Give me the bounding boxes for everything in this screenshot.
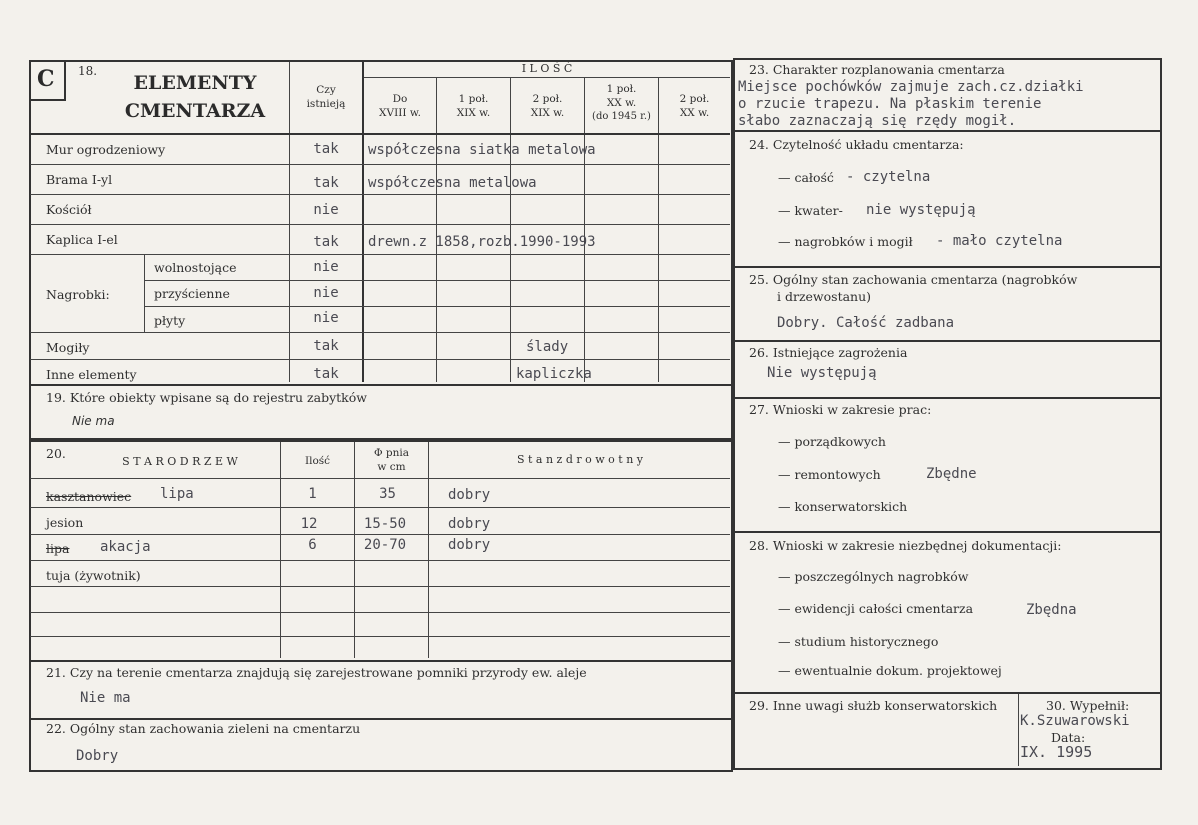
col-header-xix2-2: XIX w. [530, 107, 565, 119]
note-inne: kapliczka [516, 366, 592, 382]
section-28-label: 28. Wnioski w zakresie niezbędnej dokumentacji: [749, 538, 1062, 553]
section-24-item3-value: - mało czytelna [936, 233, 1063, 249]
section-27-item1: — porządkowych [778, 434, 886, 449]
tree-diameter-1: 35 [379, 486, 396, 502]
section-title-line2: CMENTARZA [124, 100, 266, 122]
tree-printed-2: jesion [46, 515, 84, 530]
section-22-label: 22. Ogólny stan zachowania zieleni na cmentarzu [46, 721, 361, 736]
tree-count-3: 6 [308, 537, 317, 553]
col-header-xx2-2: XX w. [679, 107, 710, 119]
section-title-line1: ELEMENTY [133, 72, 257, 94]
exists-brama: tak [313, 175, 339, 191]
section-27-item3: — konserwatorskich [778, 499, 908, 514]
exists-kaplica: tak [313, 234, 339, 250]
exists-inne: tak [313, 366, 339, 382]
row-label-plyty: płyty [154, 313, 186, 328]
tree-typed-1: lipa [160, 486, 194, 502]
tree-state-3: dobry [448, 537, 491, 553]
tree-state-2: dobry [448, 516, 491, 532]
col-header-xviii-1: Do [392, 93, 408, 105]
col-header-xx1-2: XX w. [606, 97, 637, 109]
row-label-wolnostojace: wolnostojące [154, 260, 237, 275]
ilosc-header: I L O Ś Ć [521, 62, 573, 75]
section-24-label: 24. Czytelność układu cmentarza: [749, 137, 964, 152]
row-label-mur: Mur ogrodzeniowy [46, 142, 166, 157]
section-23-line3: słabo zaznaczają się rzędy mogił. [738, 113, 1017, 129]
row-label-kosciol: Kościół [46, 202, 92, 217]
note-kaplica: drewn.z 1858,rozb.1990-1993 [368, 234, 596, 250]
row-label-nagrobki: Nagrobki: [46, 287, 110, 302]
col-header-xix2-1: 2 poł. [532, 93, 563, 105]
section-number-18: 18. [78, 64, 98, 78]
exists-kosciol: nie [313, 202, 339, 218]
col-header-xix1-1: 1 poł. [458, 93, 489, 105]
row-label-przyscienne: przyścienne [154, 286, 230, 301]
section-28-item4: — ewentualnie dokum. projektowej [778, 663, 1002, 678]
tree-printed-4: tuja (żywotnik) [46, 568, 141, 583]
exists-przyscienne: nie [313, 285, 339, 301]
col-header-xx2-1: 2 poł. [679, 93, 710, 105]
section-24-item2-label: — kwater- [778, 203, 843, 218]
section-27-label: 27. Wnioski w zakresie prac: [749, 402, 932, 417]
exists-mur: tak [313, 141, 339, 157]
section-28-item3: — studium historycznego [778, 634, 939, 649]
exists-wolnostojace: nie [313, 259, 339, 275]
section-24-item2-value: nie występują [866, 202, 976, 218]
col-header-xix1-2: XIX w. [456, 107, 491, 119]
tree-count-1: 1 [308, 486, 317, 502]
section-22-value: Dobry [76, 748, 119, 764]
section-25-label-1: 25. Ogólny stan zachowania cmentarza (nagrobków [749, 272, 1078, 287]
section-24-item1-label: — całość [778, 170, 834, 185]
section-28-item1: — poszczególnych nagrobków [778, 569, 969, 584]
tree-diameter-2: 15-50 [363, 516, 407, 532]
col-header-xx1-3: (do 1945 r.) [592, 111, 651, 122]
section-30-date-label: Data: [1051, 730, 1086, 745]
col-ilosc-header: Ilość [304, 455, 331, 467]
exists-plyty: nie [313, 310, 339, 326]
section-27-value: Zbędne [926, 466, 977, 482]
section-24-item3-label: — nagrobków i mogił [778, 234, 913, 249]
section-21-label: 21. Czy na terenie cmentarza znajdują się zarejestrowane pomniki przyrody ew. aleje [46, 665, 587, 680]
tree-printed-3: lipa [46, 541, 70, 556]
row-label-inne: Inne elementy [46, 367, 137, 382]
section-23-label: 23. Charakter rozplanowania cmentarza [749, 62, 1005, 77]
czy-istnieja-header-1: Czy [316, 84, 336, 96]
section-26-value: Nie występują [767, 365, 877, 381]
col-header-xx1-1: 1 poł. [606, 83, 637, 95]
section-24-item1-value: - czytelna [846, 169, 931, 185]
row-label-mogily: Mogiły [46, 340, 90, 355]
note-mur: współczesna siatka metalowa [368, 142, 596, 158]
section-28-value: Zbędna [1026, 602, 1077, 618]
section-29-label: 29. Inne uwagi służb konserwatorskich [749, 698, 998, 713]
section-30-date-value: IX. 1995 [1020, 743, 1093, 761]
tree-count-2: 12 [300, 516, 318, 532]
col-pnia-header-1: Φ pnia [373, 447, 410, 459]
col-stan-header: S t a n z d r o w o t n y [516, 453, 644, 466]
col-pnia-header-2: w cm [377, 461, 406, 473]
section-23-line2: o rzucie trapezu. Na płaskim terenie [738, 96, 1042, 112]
row-label-brama: Brama I-yl [46, 172, 113, 187]
note-mogily: ślady [526, 339, 569, 355]
note-brama: współczesna metalowa [368, 175, 537, 191]
section-20-number: 20. [46, 446, 66, 461]
tree-diameter-3: 20-70 [363, 537, 407, 553]
section-19-label: 19. Które obiekty wpisane są do rejestru zabytków [46, 390, 367, 405]
col-header-xviii-2: XVIII w. [379, 107, 421, 119]
section-19-value: Nie ma [72, 414, 115, 428]
tree-typed-3: akacja [100, 539, 151, 555]
section-25-value: Dobry. Całość zadbana [777, 315, 955, 331]
section-20-title: S T A R O D R Z E W [122, 455, 238, 468]
row-label-kaplica: Kaplica I-el [46, 232, 118, 247]
section-23-line1: Miejsce pochówków zajmuje zach.cz.działki [738, 79, 1084, 95]
section-30-name: K.Szuwarowski [1020, 713, 1130, 729]
section-25-label-2: i drzewostanu) [777, 289, 872, 304]
tree-printed-1: kasztanowiec [46, 489, 132, 504]
section-21-value: Nie ma [80, 690, 131, 706]
czy-istnieja-header-2: istnieją [306, 98, 346, 110]
section-30-label: 30. Wypełnił: [1046, 698, 1130, 713]
section-28-item2: — ewidencji całości cmentarza [778, 601, 974, 616]
section-letter: C [37, 66, 55, 92]
tree-state-1: dobry [448, 487, 491, 503]
section-26-label: 26. Istniejące zagrożenia [749, 345, 908, 360]
exists-mogily: tak [313, 338, 339, 354]
section-27-item2: — remontowych [778, 467, 881, 482]
